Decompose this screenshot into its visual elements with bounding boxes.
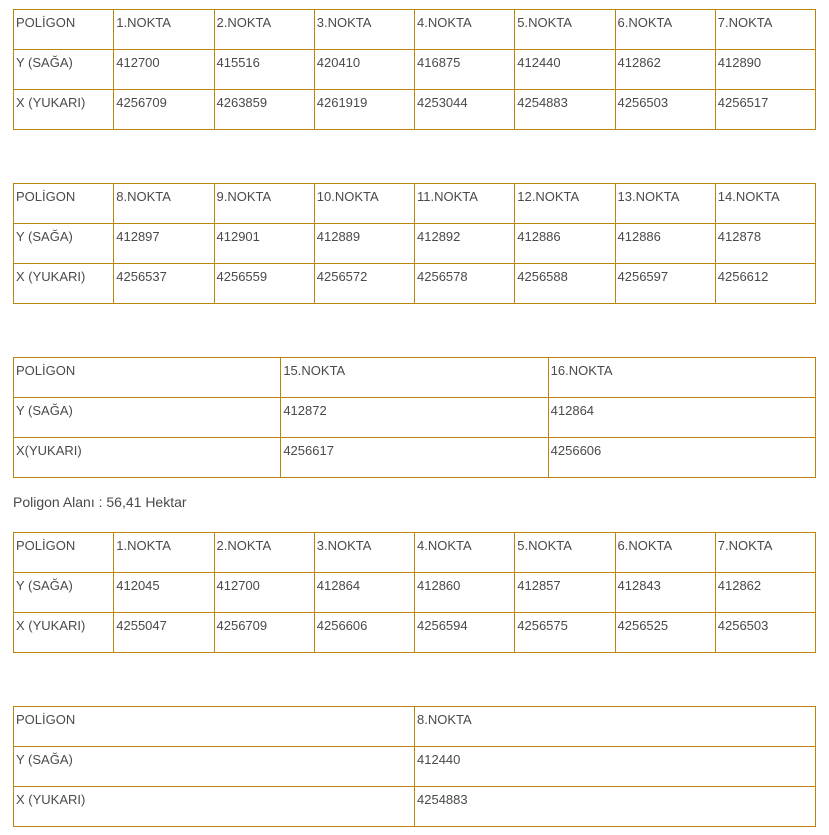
y-value: 412864 xyxy=(314,573,414,613)
y-value: 412857 xyxy=(515,573,615,613)
x-value: 4256612 xyxy=(715,264,815,304)
header-cell: 5.NOKTA xyxy=(515,10,615,50)
x-row xyxy=(14,787,816,827)
polygon-table-5 xyxy=(13,706,816,827)
row-label: X (YUKARI) xyxy=(14,90,114,130)
header-cell: 8.NOKTA xyxy=(114,184,214,224)
y-row xyxy=(14,573,816,613)
row-label: X (YUKARI) xyxy=(14,264,114,304)
header-cell: POLİGON xyxy=(14,533,114,573)
header-cell: 1.NOKTA xyxy=(114,10,214,50)
header-row xyxy=(14,358,816,398)
row-label: Y (SAĞA) xyxy=(14,224,114,264)
x-value: 4256709 xyxy=(214,613,314,653)
y-value: 412886 xyxy=(615,224,715,264)
row-label: Y (SAĞA) xyxy=(14,50,114,90)
header-cell: 7.NOKTA xyxy=(715,533,815,573)
y-value: 420410 xyxy=(314,50,414,90)
header-cell: 15.NOKTA xyxy=(281,358,548,398)
x-value: 4256537 xyxy=(114,264,214,304)
header-cell: POLİGON xyxy=(14,184,114,224)
x-value: 4256606 xyxy=(548,438,815,478)
header-cell: POLİGON xyxy=(14,707,415,747)
polygon-table-3 xyxy=(13,357,816,478)
x-value: 4253044 xyxy=(415,90,515,130)
header-cell: 16.NOKTA xyxy=(548,358,815,398)
x-row xyxy=(14,90,816,130)
x-value: 4254883 xyxy=(515,90,615,130)
header-cell: 7.NOKTA xyxy=(715,10,815,50)
x-value: 4256597 xyxy=(615,264,715,304)
polygon-table-2 xyxy=(13,183,816,304)
y-value: 412440 xyxy=(515,50,615,90)
header-cell: 3.NOKTA xyxy=(314,10,414,50)
y-value: 412872 xyxy=(281,398,548,438)
y-value: 412890 xyxy=(715,50,815,90)
polygon-table-1 xyxy=(13,9,816,130)
x-value: 4256503 xyxy=(615,90,715,130)
header-cell: POLİGON xyxy=(14,10,114,50)
x-row xyxy=(14,264,816,304)
y-value: 416875 xyxy=(415,50,515,90)
header-cell: 6.NOKTA xyxy=(615,10,715,50)
header-cell: 13.NOKTA xyxy=(615,184,715,224)
x-value: 4256503 xyxy=(715,613,815,653)
y-row xyxy=(14,747,816,787)
x-value: 4256709 xyxy=(114,90,214,130)
x-row xyxy=(14,438,816,478)
header-cell: 14.NOKTA xyxy=(715,184,815,224)
x-value: 4256572 xyxy=(314,264,414,304)
x-value: 4256617 xyxy=(281,438,548,478)
header-cell: 6.NOKTA xyxy=(615,533,715,573)
x-value: 4263859 xyxy=(214,90,314,130)
y-row xyxy=(14,398,816,438)
header-cell: 5.NOKTA xyxy=(515,533,615,573)
y-value: 412440 xyxy=(415,747,816,787)
y-row xyxy=(14,224,816,264)
y-value: 412886 xyxy=(515,224,615,264)
y-value: 415516 xyxy=(214,50,314,90)
x-value: 4256578 xyxy=(415,264,515,304)
x-value: 4261919 xyxy=(314,90,414,130)
header-cell: 12.NOKTA xyxy=(515,184,615,224)
x-value: 4256606 xyxy=(314,613,414,653)
x-value: 4256525 xyxy=(615,613,715,653)
row-label: Y (SAĞA) xyxy=(14,747,415,787)
y-value: 412892 xyxy=(415,224,515,264)
row-label: X (YUKARI) xyxy=(14,613,114,653)
y-value: 412700 xyxy=(214,573,314,613)
y-value: 412862 xyxy=(715,573,815,613)
polygon-table-4 xyxy=(13,532,816,653)
y-value: 412897 xyxy=(114,224,214,264)
y-value: 412889 xyxy=(314,224,414,264)
x-value: 4256559 xyxy=(214,264,314,304)
header-cell: 8.NOKTA xyxy=(415,707,816,747)
header-row xyxy=(14,707,816,747)
header-cell: 4.NOKTA xyxy=(415,533,515,573)
x-value: 4254883 xyxy=(415,787,816,827)
y-value: 412860 xyxy=(415,573,515,613)
x-value: 4256575 xyxy=(515,613,615,653)
y-value: 412864 xyxy=(548,398,815,438)
x-value: 4255047 xyxy=(114,613,214,653)
row-label: X(YUKARI) xyxy=(14,438,281,478)
y-value: 412045 xyxy=(114,573,214,613)
header-row xyxy=(14,533,816,573)
header-cell: 3.NOKTA xyxy=(314,533,414,573)
header-row xyxy=(14,10,816,50)
y-value: 412862 xyxy=(615,50,715,90)
header-row xyxy=(14,184,816,224)
header-cell: 2.NOKTA xyxy=(214,533,314,573)
y-row xyxy=(14,50,816,90)
row-label: Y (SAĞA) xyxy=(14,573,114,613)
header-cell: 2.NOKTA xyxy=(214,10,314,50)
y-value: 412843 xyxy=(615,573,715,613)
y-value: 412700 xyxy=(114,50,214,90)
header-cell: 10.NOKTA xyxy=(314,184,414,224)
header-cell: 1.NOKTA xyxy=(114,533,214,573)
polygon-area-note: Poligon Alanı : 56,41 Hektar xyxy=(13,494,187,510)
x-value: 4256594 xyxy=(415,613,515,653)
header-cell: 9.NOKTA xyxy=(214,184,314,224)
row-label: X (YUKARI) xyxy=(14,787,415,827)
x-row xyxy=(14,613,816,653)
row-label: Y (SAĞA) xyxy=(14,398,281,438)
x-value: 4256517 xyxy=(715,90,815,130)
y-value: 412901 xyxy=(214,224,314,264)
header-cell: 11.NOKTA xyxy=(415,184,515,224)
header-cell: POLİGON xyxy=(14,358,281,398)
y-value: 412878 xyxy=(715,224,815,264)
x-value: 4256588 xyxy=(515,264,615,304)
header-cell: 4.NOKTA xyxy=(415,10,515,50)
